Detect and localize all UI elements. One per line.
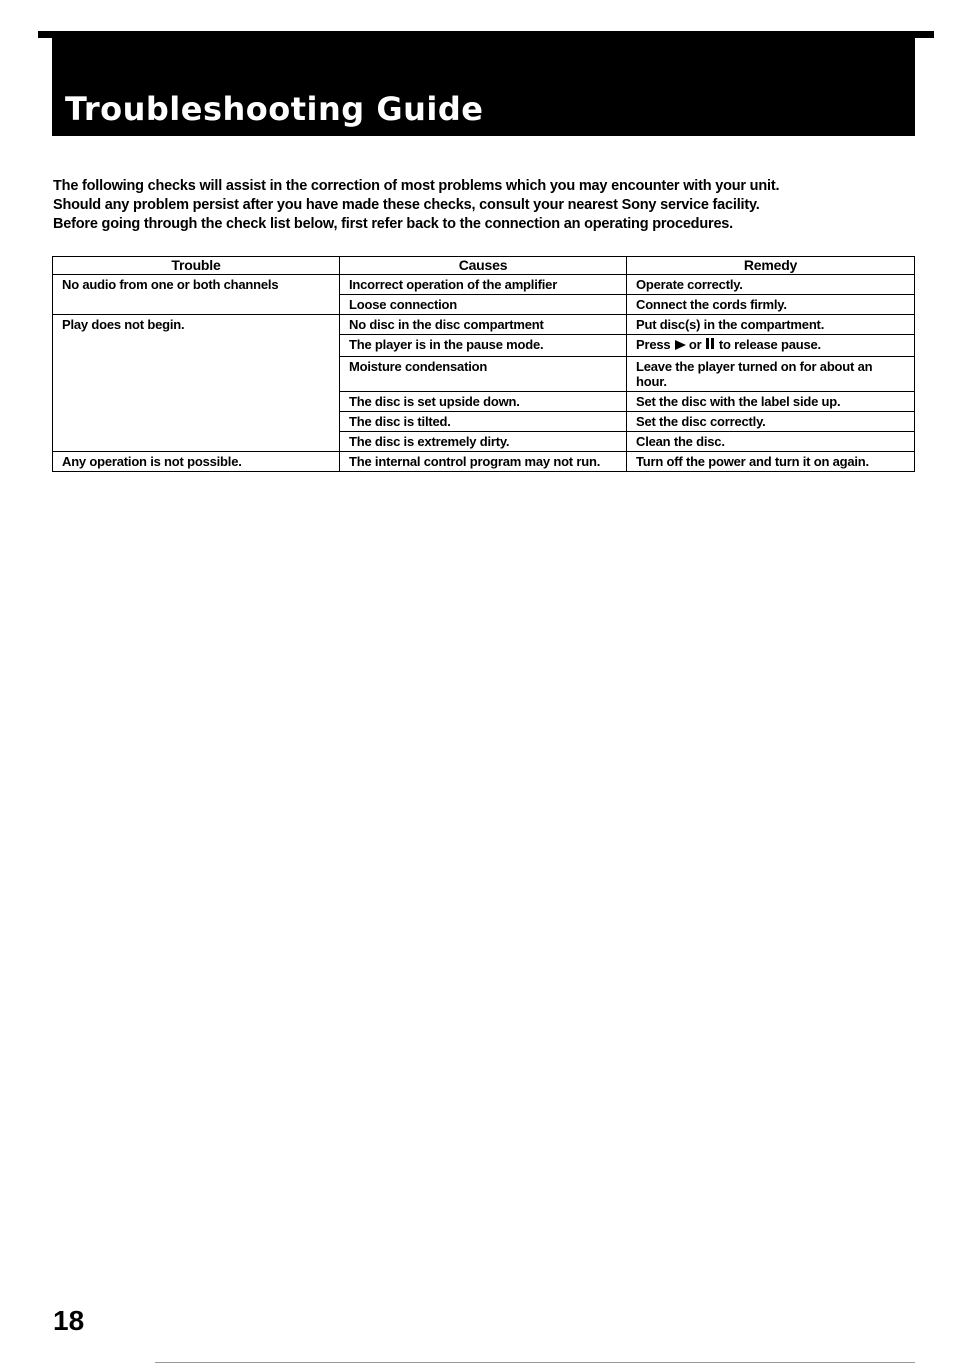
intro-line: Before going through the check list below, first refer back to the connection an operating procedures. — [53, 216, 733, 232]
intro-paragraph — [53, 177, 913, 234]
pause-icon — [706, 337, 716, 352]
header-causes: Causes — [340, 257, 627, 275]
intro-line: Should any problem persist after you have made these checks, consult your nearest Sony service facility. — [53, 197, 760, 213]
trouble-cell: Any operation is not possible. — [53, 452, 340, 472]
table-row — [53, 315, 915, 335]
remedy-cell: Connect the cords firmly. — [627, 295, 915, 315]
remedy-text: to release pause. — [718, 337, 821, 352]
header-trouble: Trouble — [53, 257, 340, 275]
remedy-cell: Operate correctly. — [627, 275, 915, 295]
cause-cell: The disc is tilted. — [340, 412, 627, 432]
remedy-cell: Leave the player turned on for about an hour. — [627, 357, 915, 392]
cause-cell: No disc in the disc compartment — [340, 315, 627, 335]
table-row — [53, 452, 915, 472]
cause-cell: The disc is extremely dirty. — [340, 432, 627, 452]
remedy-cell: Set the disc correctly. — [627, 412, 915, 432]
cause-cell: Incorrect operation of the amplifier — [340, 275, 627, 295]
remedy-cell: Turn off the power and turn it on again. — [627, 452, 915, 472]
intro-line: The following checks will assist in the correction of most problems which you may encounter with your unit. — [53, 178, 780, 194]
header-remedy: Remedy — [627, 257, 915, 275]
remedy-cell: Clean the disc. — [627, 432, 915, 452]
cause-cell: The disc is set upside down. — [340, 392, 627, 412]
table-row — [53, 275, 915, 295]
page-title: Troubleshooting Guide — [65, 90, 484, 128]
bottom-rule — [155, 1362, 915, 1363]
trouble-cell: Play does not begin. — [53, 315, 340, 452]
page-number: 18 — [53, 1305, 85, 1336]
title-bar — [52, 31, 915, 136]
cause-cell: The internal control program may not run. — [340, 452, 627, 472]
remedy-cell: Put disc(s) in the compartment. — [627, 315, 915, 335]
table-header-row — [53, 257, 915, 275]
remedy-text: or — [688, 337, 702, 352]
cause-cell: The player is in the pause mode. — [340, 335, 627, 357]
troubleshooting-table — [52, 256, 915, 472]
remedy-cell — [627, 335, 915, 357]
remedy-text: Press — [636, 337, 671, 352]
trouble-cell: No audio from one or both channels — [53, 275, 340, 315]
play-icon — [675, 340, 686, 350]
cause-cell: Loose connection — [340, 295, 627, 315]
remedy-cell: Set the disc with the label side up. — [627, 392, 915, 412]
cause-cell: Moisture condensation — [340, 357, 627, 392]
